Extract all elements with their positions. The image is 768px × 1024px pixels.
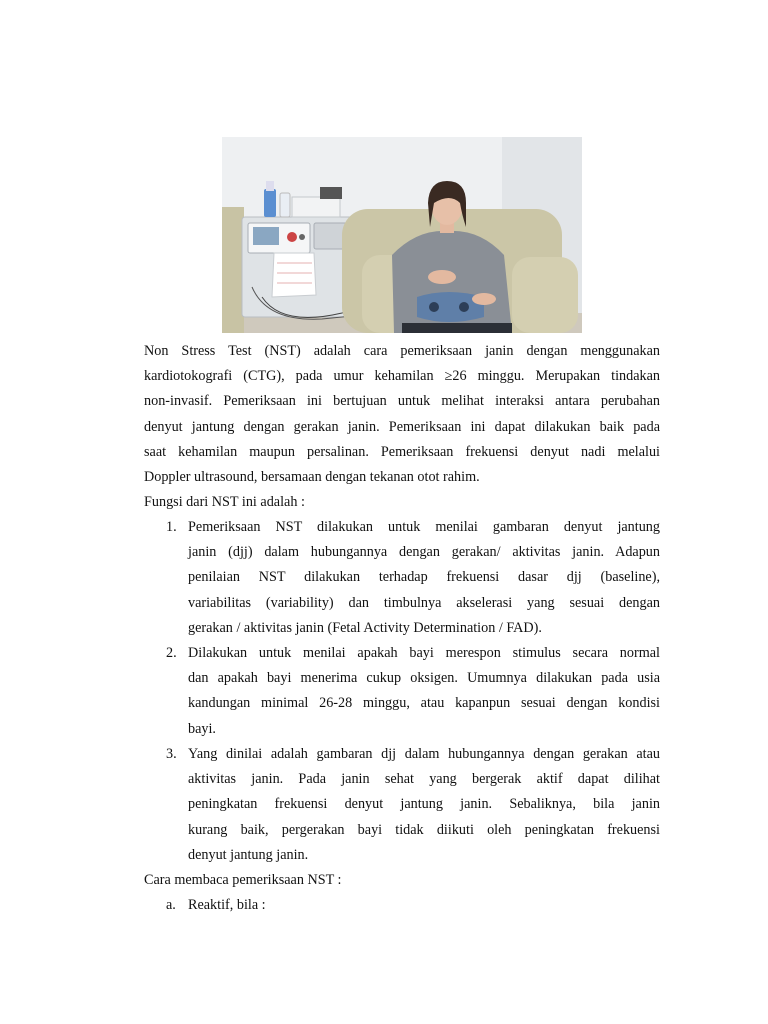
list-line: penilaian NST dilakukan terhadap frekuensi dasar djj (baseline),: [188, 569, 660, 586]
list-body: [188, 742, 660, 868]
ctg-photo-illustration: [222, 137, 582, 333]
list-number: 1.: [166, 519, 177, 535]
list-line: bayi.: [188, 720, 216, 737]
ctg-photo: [222, 137, 582, 333]
cara-heading: Cara membaca pemeriksaan NST :: [144, 872, 342, 888]
intro-line: Non Stress Test (NST) adalah cara pemeriksaan janin dengan menggunakan: [144, 343, 660, 359]
intro-line: denyut jantung dengan gerakan janin. Pemeriksaan ini dapat dilakukan baik pada: [144, 418, 660, 435]
list-line: Pemeriksaan NST dilakukan untuk menilai gambaran denyut jantung: [188, 519, 660, 535]
intro-line: kardiotokografi (CTG), pada umur kehamilan ≥26 minggu. Merupakan tindakan: [144, 368, 660, 385]
list-line: variabilitas (variability) dan timbulnya akselerasi yang sesuai dengan: [188, 594, 660, 611]
list-line: Yang dinilai adalah gambaran djj dalam hubungannya dengan gerakan atau: [188, 746, 660, 762]
list-line: Dilakukan untuk menilai apakah bayi merespon stimulus secara normal: [188, 645, 660, 661]
list-line: denyut jantung janin.: [188, 846, 309, 863]
fungsi-heading: Fungsi dari NST ini adalah :: [144, 494, 305, 510]
list-number: 2.: [166, 645, 177, 661]
intro-line: non-invasif. Pemeriksaan ini bertujuan untuk melihat interaksi antara perubahan: [144, 393, 660, 410]
list-body: [188, 893, 660, 918]
list-line: peningkatan frekuensi denyut jantung janin. Sebaliknya, bila janin: [188, 796, 660, 813]
intro-line: saat kehamilan maupun persalinan. Pemeriksaan frekuensi denyut nadi melalui: [144, 443, 660, 460]
list-body: [188, 515, 660, 641]
list-body: [188, 641, 660, 742]
list-letter: a.: [166, 897, 176, 913]
intro-paragraph: [144, 339, 660, 490]
list-line: kurang baik, pergerakan bayi tidak diikuti oleh peningkatan frekuensi: [188, 821, 660, 838]
list-line: kandungan minimal 26-28 minggu, atau kapanpun sesuai dengan kondisi: [188, 695, 660, 712]
list-line: aktivitas janin. Pada janin sehat yang bergerak aktif dapat dilihat: [188, 771, 660, 788]
list-number: 3.: [166, 746, 177, 762]
list-line: dan apakah bayi menerima cukup oksigen. Umumnya dilakukan pada usia: [188, 670, 660, 687]
list-line: Reaktif, bila :: [188, 897, 266, 913]
intro-line: Doppler ultrasound, bersamaan dengan tekanan otot rahim.: [144, 469, 480, 486]
list-line: janin (djj) dalam hubungannya dengan gerakan/ aktivitas janin. Adapun: [188, 544, 660, 561]
list-line: gerakan / aktivitas janin (Fetal Activity Determination / FAD).: [188, 619, 542, 636]
